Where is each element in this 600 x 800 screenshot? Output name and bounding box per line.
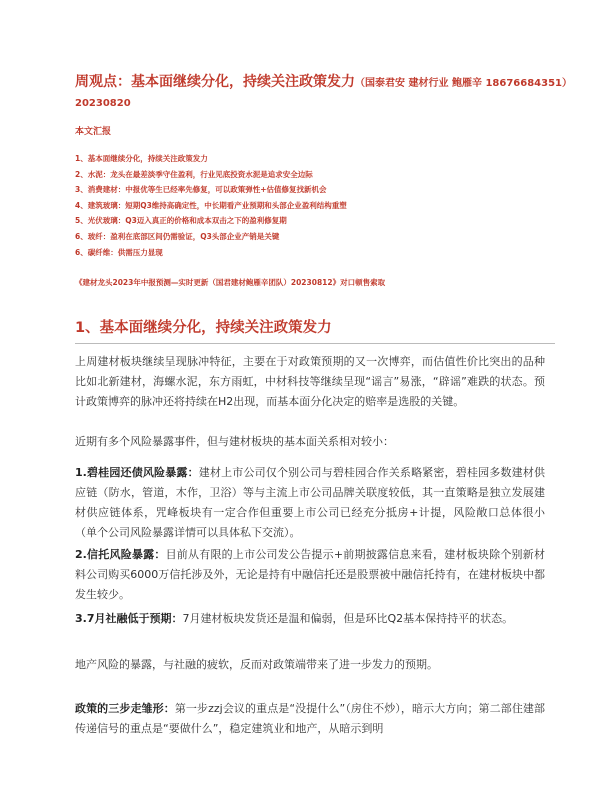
risk-label-1: 1.碧桂园还债风险暴露： — [75, 466, 199, 479]
intro-paragraph: 上周建材板块继续呈现脉冲特征，主要在于对政策预期的又一次博弈，而估值性价比突出的品种比如北新建材，海螺水泥，东方雨虹，中材科技等继续呈现“谣言”易涨，“辟谣”难跌的状态。预计政策博弈的脉冲还将持续在H2出现，而基本面分化决定的赔率是选股的关键。 — [75, 355, 545, 408]
policy-label: 政策的三步走雏形： — [75, 702, 175, 715]
summary-list — [75, 153, 555, 262]
risk-paragraph-3 — [75, 609, 545, 629]
summary-item[interactable]: 5、光伏玻璃：Q3迈入真正的价格和成本双击之下的盈利修复期 — [75, 216, 287, 226]
document-title — [75, 72, 572, 94]
section-heading: 1、基本面继续分化，持续关注政策发力 — [75, 320, 332, 336]
conclusion-paragraph: 地产风险的暴露，与社融的疲软，反而对政策端带来了进一步发力的预期。 — [75, 658, 438, 671]
risk-label-2: 2.信托风险暴露： — [75, 548, 166, 561]
title-main: 周观点：基本面继续分化，持续关注政策发力 — [75, 74, 355, 90]
risk-text-3: 7月建材板块发货还是温和偏弱，但是环比Q2基本保持持平的状态。 — [182, 612, 514, 625]
risk-paragraph-1 — [75, 463, 545, 543]
risk-paragraph-2 — [75, 545, 545, 605]
summary-item[interactable]: 3、消费建材：中报优等生已经率先修复，可以政策弹性+估值修复找新机会 — [75, 185, 327, 195]
section-divider — [75, 343, 555, 344]
summary-item[interactable]: 2、水泥：龙头在最差淡季守住盈利，行业见底投资水泥是追求安全边际 — [75, 169, 313, 179]
summary-heading: 本文汇报 — [75, 127, 112, 137]
summary-item[interactable]: 4、建筑玻璃：短期Q3维持高确定性，中长期看产业预期和头部企业盈利结构重塑 — [75, 200, 347, 210]
policy-paragraph — [75, 699, 545, 739]
policy-text: 第一步zzj会议的重点是“没提什么”（房住不炒），暗示大方向；第二部住建部传递信号的重点是“要做什么”，稳定建筑业和地产，从暗示到明 — [75, 702, 546, 735]
title-author-info: （国泰君安 建材行业 鲍雁辛 18676684351） — [355, 78, 572, 89]
risk-text-2: 目前从有限的上市公司发公告提示+前期披露信息来看，建材板块除个别新材料公司购买6000万信托涉及外，无论是持有中融信托还是股票被中融信托持有，在建材板块中都发生较少。 — [75, 548, 545, 601]
risk-intro-paragraph: 近期有多个风险暴露事件，但与建材板块的基本面关系相对较小： — [75, 435, 394, 448]
document-date: 20230820 — [75, 98, 131, 109]
recording-link[interactable]: 《建材龙头2023年中报预测—实时更新（国君建材鲍雁辛团队）20230812》对口顿售索取 — [75, 278, 386, 287]
summary-item[interactable]: 6、碳纤维：供需压力显现 — [75, 247, 163, 257]
summary-item[interactable]: 1、基本面继续分化，持续关注政策发力 — [75, 154, 208, 163]
risk-label-3: 3.7月社融低于预期： — [75, 612, 183, 625]
summary-item[interactable]: 6、玻纤：盈利在底部区间仍需验证，Q3头部企业产销是关键 — [75, 231, 280, 241]
risk-text-1: 建材上市公司仅个别公司与碧桂园合作关系略紧密，碧桂园多数建材供应链（防水，管道，木作，卫浴）等与主流上市公司品牌关联度较低，其一直策略是独立发展建材供应链体系，咒峰板块有一定合作但重要上市公司已经充分抵房+计提，风险敞口总体很小（单个公司风险暴露详情可以具体私下交流）。 — [75, 466, 545, 539]
